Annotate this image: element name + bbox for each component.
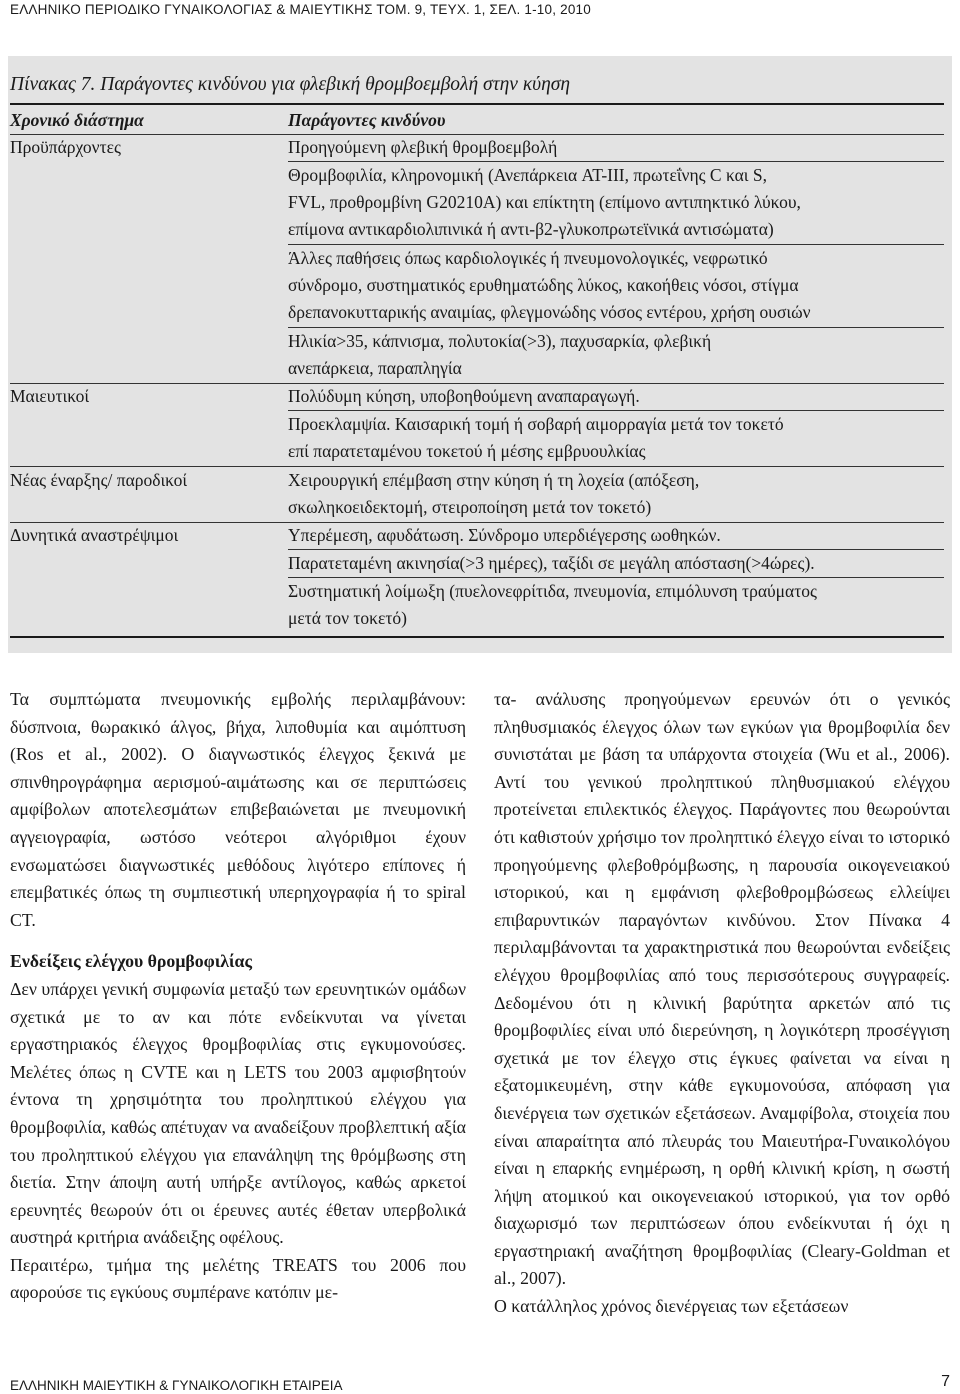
risk-line: Συστηματική λοίμωξη (πυελονεφρίτιδα, πνευμονία, επιμόλυνση τραύματος	[288, 581, 817, 601]
paragraph: τα- ανάλυσης προηγούμενων ερευνών ότι ο γενικός πληθυσμιακός έλεγχος όλων των εγκύων για θρομβοφιλία δεν συνιστάται με βάση τα υπάρχοντα στοιχεία (Wu et al., 2006). Αντί του γενικού προληπτικού πληθυσμιακού ελέγχου προτείνεται επιλεκτικός έλεγχος. Παράγοντες που θεωρούνται ότι καθιστούν χρήσιμο τον προληπτικό έλεγχο είναι το ιστορικό προηγούμενης φλεβοθρόμβωσης, η παρουσία οικογενειακού ιστορικού, και η εμφάνιση φλεβοθρομβώσεως ελλείψει επιβαρυντικών παραγόντων κινδύνου. Στον Πίνακα 4 περιλαμβάνονται τα χαρακτηριστικά που θεωρούνται ενδείξεις ελέγχου θρομβοφιλίας από τους περισσότερους συγγραφείς. Δεδομένου ότι η κλινική βαρύτητα αρκετών από τις θρομβοφιλίες είναι υπό διερεύνηση, η λογικότερη προσέγγιση σχετικά με τον έλεγχο στις έγκυες φαίνεται να είναι η εξατομικευμένη, στην κάθε εγκυμονούσα, απόφαση για διενέργεια των σχετικών εξετάσεων. Αναμφίβολα, στοιχεία που είναι απαραίτητα από πλευράς του Μαιευτήρα-Γυναικολόγου είναι η επαρκής ενημέρωση, η ορθή κλινική κρίση, η σωστή λήψη ατομικού και οικογενειακού ιστορικού, για τον ορθό διαχωρισμό των περιπτώσεων όπου ενδείκνυται ή όχι η εργαστηριακή αναζήτηση θρομβοφιλίας (Cleary-Goldman et al., 2007).	[494, 689, 950, 1289]
risk-line: Ηλικία>35, κάπνισμα, πολυτοκία(>3), παχυσαρκία, φλεβική	[288, 331, 712, 351]
risk-line: επίμονα αντικαρδιολιπινικά ή αντι-β2-γλυκοπρωτεϊνικά αντισώματα)	[288, 219, 774, 239]
right-column	[494, 686, 950, 1321]
risk-line: Προεκλαμψία. Καισαρική τομή ή σοβαρή αιμορραγία μετά τον τοκετό	[288, 414, 784, 434]
risk-line: Προηγούμενη φλεβική θρομβοεμβολή	[288, 137, 558, 157]
running-header: ΕΛΛΗΝΙΚΟ ΠΕΡΙΟΔΙΚΟ ΓΥΝΑΙΚΟΛΟΓΙΑΣ & ΜΑΙΕΥΤΙΚΗΣ ΤΟΜ. 9, ΤΕΥΧ. 1, ΣΕΛ. 1-10, 2010	[10, 2, 591, 17]
col2-header: Παράγοντες κινδύνου	[288, 110, 446, 130]
risk-line: Θρομβοφιλία, κληρονομική (Ανεπάρκεια AT-III, πρωτεΐνης C και S,	[288, 165, 768, 185]
risk-line: σύνδρομο, συστηματικός ερυθηματώδης λύκος, κακοήθεις νόσοι, στίγμα	[288, 275, 799, 295]
risk-line: σκωληκοειδεκτομή, στειροποίηση μετά τον τοκετό)	[288, 497, 652, 517]
risk-line: δρεπανοκυτταρικής αναιμίας, φλεγμονώδης νόσος εντέρου, χρήση ουσιών	[288, 302, 811, 322]
left-column	[10, 686, 466, 1307]
period-new-onset: Νέας έναρξης/ παροδικοί	[10, 470, 188, 490]
risk-line: Άλλες παθήσεις όπως καρδιολογικές ή πνευμονολογικές, νεφρωτικό	[288, 248, 768, 268]
risk-line: Χειρουργική επέμβαση στην κύηση ή τη λοχεία (απόξεση,	[288, 470, 700, 490]
period-obstetric: Μαιευτικοί	[10, 386, 90, 406]
table-top-rule	[10, 103, 944, 105]
period-reversible: Δυνητικά αναστρέψιμοι	[10, 525, 179, 545]
risk-line: ανεπάρκεια, παραπληγία	[288, 358, 462, 378]
table-caption: Πίνακας 7. Παράγοντες κινδύνου για φλεβική θρομβοεμβολή στην κύηση	[10, 74, 571, 95]
table-bottom-rule	[10, 636, 944, 638]
risk-line: FVL, προθρομβίνη G20210A) και επίκτητη (επίμονο αντιπηκτικό λύκου,	[288, 192, 801, 212]
paragraph: Τα συμπτώματα πνευμονικής εμβολής περιλαμβάνουν: δύσπνοια, θωρακικό άλγος, βήχα, λιποθυμία και αιμόπτυση (Ros et al., 2002). Ο διαγνωστικός έλεγχος ξεκινά με σπινθηρογράφημα αερισμού-αιμάτωσης και σε περιπτώσεις αμφίβολων αποτελεσμάτων επιβεβαιώνεται με πνευμονική αγγειογραφία, ωστόσο νεότεροι αλγόριθμοι έχουν ενσωματώσει διαγνωστικές μεθόδους λιγότερο επίπονες ή επεμβατικές όπως τη συμπιεστική υπερηχογραφία ή το spiral CT.	[10, 689, 466, 930]
risk-line: επί παρατεταμένου τοκετού ή μέσης εμβρυουλκίας	[288, 441, 646, 461]
period-preexisting: Προϋπάρχοντες	[10, 137, 121, 157]
col1-header: Χρονικό διάστημα	[10, 110, 144, 130]
page-number: 7	[941, 1373, 950, 1390]
paragraph: Περαιτέρω, τμήμα της μελέτης TREATS του 2006 που αφορούσε τις εγκύους συμπέρανε κατόπιν με-	[10, 1254, 466, 1303]
paragraph: Ο κατάλληλος χρόνος διενέργειας των εξετάσεων	[494, 1296, 849, 1317]
risk-line: Παρατεταμένη ακινησία(>3 ημέρες), ταξίδι σε μεγάλη απόσταση(>4ώρες).	[288, 553, 815, 573]
paragraph: Δεν υπάρχει γενική συμφωνία μεταξύ των ερευνητικών ομάδων σχετικά με το αν και πότε ενδείκνυται να γίνεται εργαστηριακός έλεγχος θρομβοφιλίας στις εγκυμονούσες. Μελέτες όπως η CVTE και η LETS του 2003 αμφισβητούν έντονα τη χρησιμότητα του προληπτικού ελέγχου για θρομβοφιλία, καθώς απέτυχαν να αναδείξουν προβλεπτική αξία του προληπτικού ελέγχου για επανάληψη της θρόμβωσης στη διετία. Στην άποψη αυτή υπήρξε αντίλογος, καθώς αρκετοί ερευνητές θεωρούν ότι οι έρευνες αυτές έθεταν υπερβολικά αυστηρά κριτήρια ανάδειξης οφέλους.	[10, 978, 466, 1248]
risk-line: Υπερέμεση, αφυδάτωση. Σύνδρομο υπερδιέγερσης ωοθηκών.	[288, 525, 721, 545]
section-title: Ενδείξεις ελέγχου θρομβοφιλίας	[10, 951, 252, 972]
risk-line: Πολύδυμη κύηση, υποβοηθούμενη αναπαραγωγή.	[288, 386, 640, 406]
risk-line: μετά τον τοκετό)	[288, 608, 407, 628]
footer-society: ΕΛΛΗΝΙΚΗ ΜΑΙΕΥΤΙΚΗ & ΓΥΝΑΙΚΟΛΟΓΙΚΗ ΕΤΑΙΡΕΙΑ	[10, 1378, 343, 1393]
